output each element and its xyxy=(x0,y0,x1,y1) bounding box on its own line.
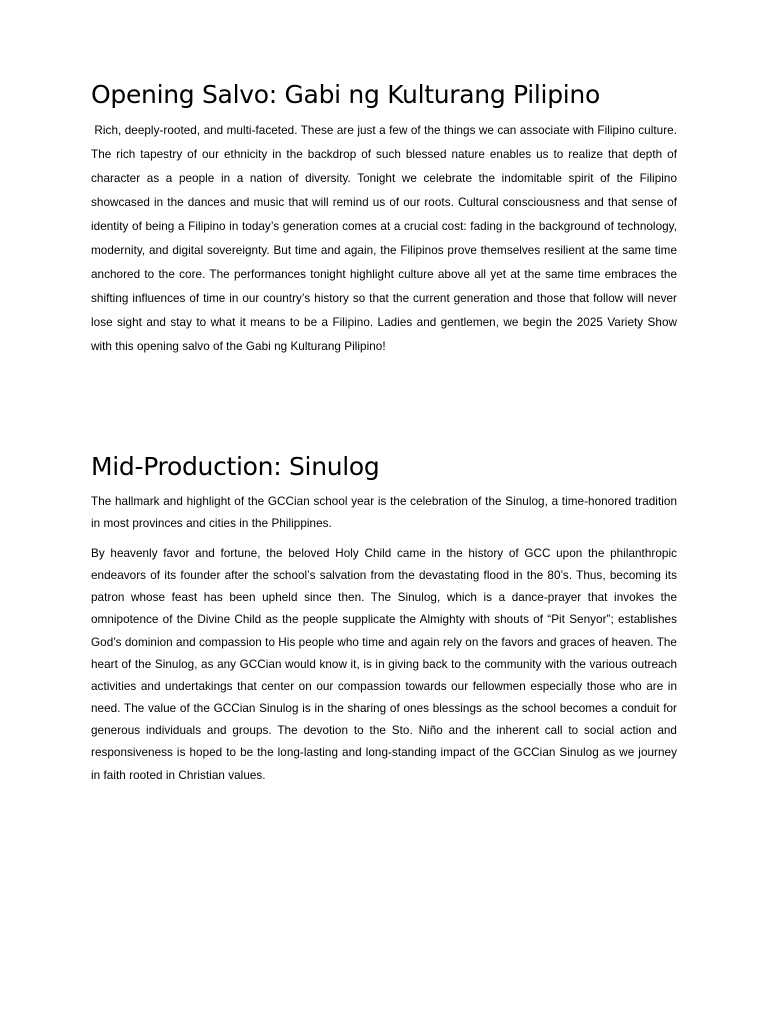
opening-salvo-paragraph: Rich, deeply-rooted, and multi-faceted. These are just a few of the things we can associate with Filipino culture. The rich tapestry of our ethnicity in the backdrop of such blessed nature enables us to realize that depth of character as a people in a nation of diversity. Tonight we celebrate the indomitable spirit of the Filipino showcased in the dances and music that will remind us of our roots. Cultural consciousness and that sense of identity of being a Filipino in today’s generation comes at a crucial cost: fading in the background of technology, modernity, and digital sovereignty. But time and again, the Filipinos prove themselves resilient at the same time anchored to the core. The performances tonight highlight culture above all yet at the same time embraces the shifting influences of time in our country’s history so that the current generation and those that follow will never lose sight and stay to what it means to be a Filipino. Ladies and gentlemen, we begin the 2025 Variety Show with this opening salvo of the Gabi ng Kulturang Pilipino! xyxy=(91,124,677,354)
mid-production-intro-paragraph: The hallmark and highlight of the GCCian school year is the celebration of the Sinulog, a time-honored tradition in most provinces and cities in the Philippines. xyxy=(91,495,677,530)
section-heading-opening-salvo: Opening Salvo: Gabi ng Kulturang Pilipino xyxy=(91,80,600,109)
section-heading-mid-production: Mid-Production: Sinulog xyxy=(91,452,380,481)
mid-production-body-paragraph: By heavenly favor and fortune, the beloved Holy Child came in the history of GCC upon the philanthropic endeavors of its founder after the school’s salvation from the devastating flood in the 80’s. Thus, becoming its patron whose feast has been upheld since then. The Sinulog, which is a dance-prayer that invokes the omnipotence of the Divine Child as the people supplicate the Almighty with shouts of “Pit Senyor”; establishes God’s dominion and compassion to His people who time and again rely on the favors and graces of heaven. The heart of the Sinulog, as any GCCian would know it, is in giving back to the community with the various outreach activities and undertakings that center on our compassion towards our fellowmen especially those who are in need. The value of the GCCian Sinulog is in the sharing of ones blessings as the school becomes a conduit for generous individuals and groups. The devotion to the Sto. Niño and the inherent call to social action and responsiveness is hoped to be the long-lasting and long-standing impact of the GCCian Sinulog as we journey in faith rooted in Christian values. xyxy=(91,547,677,782)
